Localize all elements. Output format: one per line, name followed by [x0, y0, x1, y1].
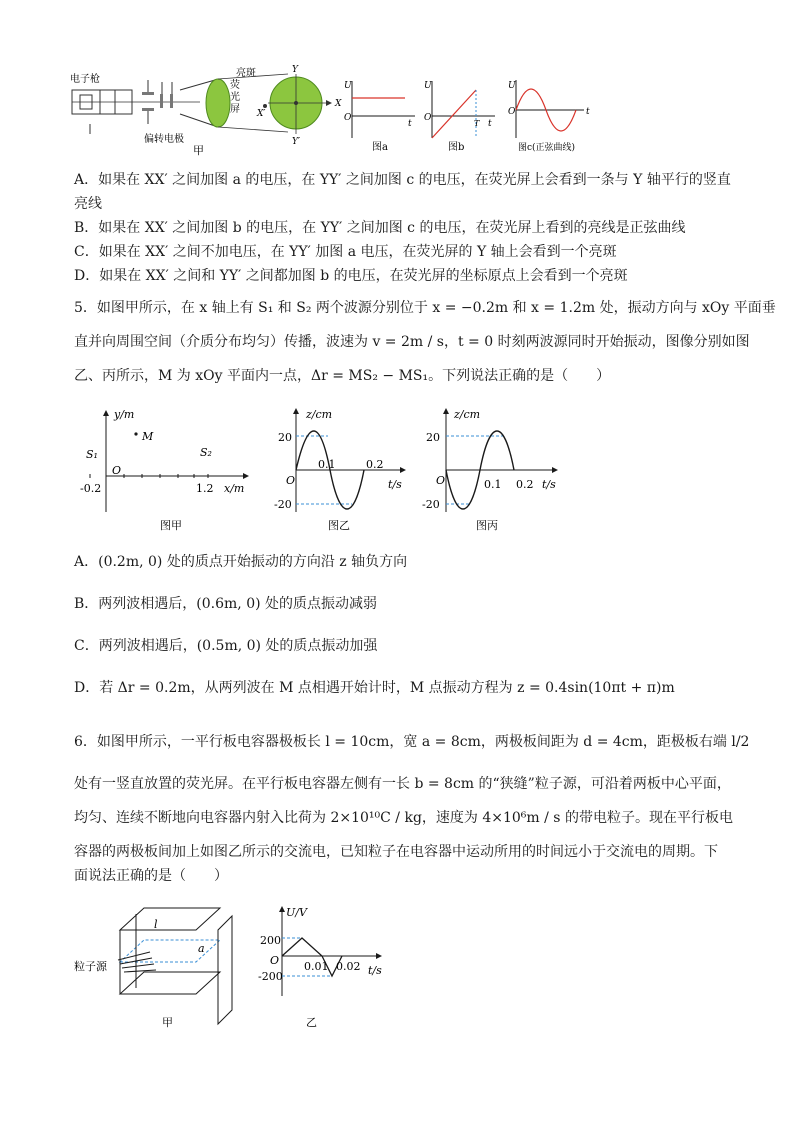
- q4-figure-c: [502, 76, 602, 156]
- q4-deflection-label: 偏转电极: [144, 134, 184, 145]
- q6-figure-yi: [258, 906, 388, 1030]
- svg-text:t: t: [408, 119, 412, 129]
- q4-fig-jia-caption: 甲: [193, 144, 204, 157]
- svg-text:O: O: [424, 113, 432, 123]
- q5-stem-line-3: 乙、丙所示，M 为 xOy 平面内一点，Δr = MS₂ − MS₁。下列说法正确的是（ ）: [74, 368, 611, 384]
- q5-yi-xlabel: t/s: [388, 478, 402, 491]
- svg-text:t: t: [488, 119, 492, 129]
- q4-option-d: D．如果在 XX′ 之间和 YY′ 之间都加图 b 的电压，在荧光屏的坐标原点上会看到一个亮斑: [74, 268, 628, 284]
- q5-jia-s2: S₂: [200, 446, 212, 459]
- q5-figure-bing: [420, 408, 570, 536]
- q4-screen-char-1: 荧: [230, 80, 240, 91]
- q5-bing-caption: 图丙: [476, 519, 498, 532]
- svg-text:Y: Y: [292, 65, 298, 75]
- svg-text:T: T: [474, 119, 480, 128]
- q5-yi-y-pos: 20: [278, 431, 292, 444]
- q5-bing-t2: 0.2: [516, 478, 534, 491]
- q6-stem-line-3: 均匀、连续不断地向电容器内射入比荷为 2×10¹⁰C / kg，速度为 4×10⁶m / s 的带电粒子。现在平行板电: [74, 810, 733, 826]
- q4-spot-label: 亮斑: [236, 68, 256, 79]
- q6-jia-a: a: [198, 942, 205, 955]
- q4-fig-c-caption: 图c(正弦曲线): [518, 143, 576, 153]
- q5-bing-y-neg: -20: [422, 498, 440, 511]
- q5-bing-origin: O: [436, 474, 446, 487]
- q6-yi-t2: 0.02: [336, 960, 361, 973]
- q6-jia-caption: 甲: [162, 1016, 173, 1029]
- q5-jia-tick-pos: 1.2: [196, 482, 214, 495]
- svg-text:t: t: [586, 107, 590, 117]
- q6-stem-line-2: 处有一竖直放置的荧光屏。在平行板电容器左侧有一长 b = 8cm 的“狭缝”粒子源，可沿着两板中心平面，: [74, 776, 731, 792]
- q6-yi-ylabel: U/V: [286, 906, 307, 919]
- svg-text:X′: X′: [257, 109, 266, 119]
- q5-jia-origin: O: [112, 464, 122, 477]
- q6-yi-t1: 0.01: [304, 960, 329, 973]
- q5-stem-line-2: 直并向周围空间（介质分布均匀）传播，波速为 v = 2m / s，t = 0 时刻两波源同时开始振动，图像分别如图: [74, 334, 750, 350]
- q6-yi-y-pos: 200: [260, 934, 281, 947]
- q6-yi-xlabel: t/s: [368, 964, 382, 977]
- svg-text:U: U: [344, 81, 352, 91]
- q4-option-a-cont: 亮线: [74, 196, 102, 212]
- q5-yi-y-neg: -20: [274, 498, 292, 511]
- q4-figure-b: [420, 76, 500, 156]
- q4-option-c: C．如果在 XX′ 之间不加电压，在 YY′ 加图 a 电压，在荧光屏的 Y 轴上会看到一个亮斑: [74, 244, 617, 260]
- q5-yi-t1: 0.1: [318, 458, 336, 471]
- svg-text:X: X: [335, 99, 342, 109]
- q6-yi-caption: 乙: [306, 1016, 317, 1029]
- q5-jia-s1: S₁: [86, 448, 98, 461]
- q6-stem-line-5: 面说法正确的是（ ）: [74, 868, 228, 884]
- q4-option-b: B．如果在 XX′ 之间加图 b 的电压，在 YY′ 之间加图 c 的电压，在荧光屏上看到的亮线是正弦曲线: [74, 220, 686, 236]
- q5-stem-line-1: 5．如图甲所示，在 x 轴上有 S₁ 和 S₂ 两个波源分别位于 x = −0.2m 和 x = 1.2m 处，振动方向与 xOy 平面垂: [74, 300, 776, 316]
- q5-yi-t2: 0.2: [366, 458, 384, 471]
- q6-jia-source: 粒子源: [74, 960, 107, 973]
- q4-option-a: A．如果在 XX′ 之间加图 a 的电压，在 YY′ 之间加图 c 的电压，在荧光屏上会看到一条与 Y 轴平行的竖直: [74, 172, 731, 188]
- q5-figure-jia: [78, 408, 258, 536]
- q5-jia-caption: 图甲: [160, 519, 182, 532]
- q6-yi-y-neg: -200: [258, 970, 283, 983]
- svg-text:U: U: [424, 81, 432, 91]
- q5-bing-t1: 0.1: [484, 478, 502, 491]
- q4-figure-a: [340, 76, 420, 156]
- q6-stem-line-1: 6．如图甲所示，一平行板电容器极板长 l = 10cm，宽 a = 8cm，两极板间距为 d = 4cm，距极板右端 l/2: [74, 734, 750, 750]
- q5-jia-ylabel: y/m: [114, 408, 135, 421]
- svg-text:Y′: Y′: [292, 137, 300, 147]
- q5-figure-yi: [268, 408, 418, 536]
- q5-option-a: A．(0.2m, 0) 处的质点开始振动的方向沿 z 轴负方向: [74, 554, 408, 570]
- q4-fig-b-caption: 图b: [448, 142, 465, 153]
- q5-bing-ylabel: z/cm: [454, 408, 481, 421]
- q6-figure-jia: [70, 900, 250, 1030]
- q5-option-b: B．两列波相遇后，(0.6m, 0) 处的质点振动减弱: [74, 596, 378, 612]
- q5-option-d: D．若 Δr = 0.2m，从两列波在 M 点相遇开始计时，M 点振动方程为 z = 0.4sin(10πt + π)m: [74, 680, 675, 696]
- q6-yi-origin: O: [270, 954, 280, 967]
- q5-bing-y-pos: 20: [426, 431, 440, 444]
- q4-figure-jia: [60, 62, 350, 162]
- q5-bing-xlabel: t/s: [542, 478, 556, 491]
- q5-option-c: C．两列波相遇后，(0.5m, 0) 处的质点振动加强: [74, 638, 378, 654]
- svg-text:O: O: [508, 107, 516, 117]
- q5-yi-caption: 图乙: [328, 519, 350, 532]
- q5-jia-tick-neg: -0.2: [80, 482, 102, 495]
- q4-screen-char-3: 屏: [230, 104, 240, 115]
- q4-electron-gun-label: 电子枪: [70, 74, 100, 85]
- q5-yi-ylabel: z/cm: [306, 408, 333, 421]
- svg-text:U: U: [508, 81, 516, 91]
- q4-fig-a-caption: 图a: [372, 142, 388, 153]
- svg-text:O: O: [344, 113, 352, 123]
- q5-jia-point-m: M: [142, 430, 154, 443]
- q6-stem-line-4: 容器的两极板间加上如图乙所示的交流电，已知粒子在电容器中运动所用的时间远小于交流电的周期。下: [74, 844, 718, 860]
- q5-yi-origin: O: [286, 474, 296, 487]
- q6-jia-l: l: [154, 918, 158, 931]
- q4-screen-char-2: 光: [230, 92, 240, 103]
- q5-jia-xlabel: x/m: [224, 482, 245, 495]
